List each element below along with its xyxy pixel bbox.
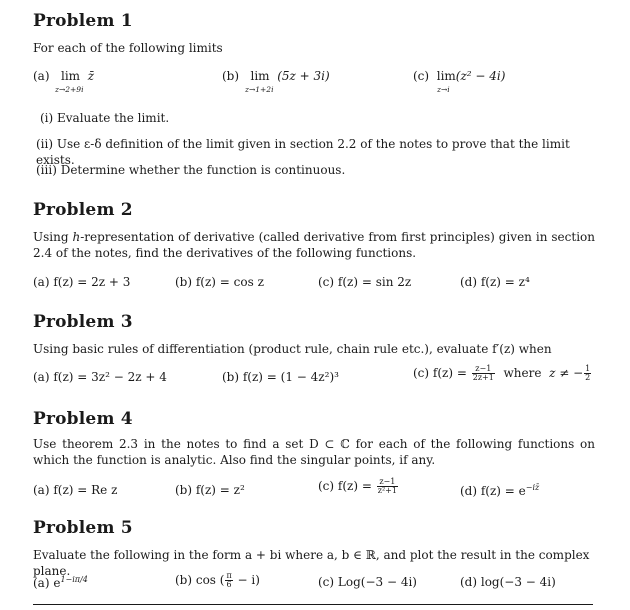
p1-a-sub: z→2+9i: [55, 85, 84, 94]
problem-1-title: Problem 1: [33, 11, 133, 31]
p4-c-den: z²+1: [377, 486, 397, 495]
p1-item-b: [222, 69, 330, 83]
p5-item-b: [175, 572, 260, 589]
p5-item-d: (d) log(−3 − 4i): [460, 575, 556, 589]
p1-b-expr: (5z + 3i): [277, 69, 330, 83]
p4-d-exp: −iz̄: [525, 483, 540, 492]
problem-4-intro: Use theorem 2.3 in the notes to find a set D ⊂ ℂ for each of the following functions on which the function is analytic. Also find the singular points, if any.: [33, 437, 595, 467]
p1-item-a: [33, 69, 94, 83]
problem-2-title: Problem 2: [33, 200, 133, 220]
p5-b-pre: (b) cos (: [175, 573, 225, 587]
p1-part-ii: (ii) Use ε-δ definition of the limit given in section 2.2 of the notes to prove that the limit exists.: [36, 137, 570, 167]
p3-c-pre: (c) f(z) =: [413, 366, 467, 380]
p2-item-c: (c) f(z) = sin 2z: [318, 275, 412, 289]
p2-item-a: (a) f(z) = 2z + 3: [33, 275, 131, 289]
p4-item-a: (a) f(z) = Re z: [33, 483, 118, 497]
p2-intro-post: -representation of derivative (called derivative from first principles) given in section 2.4 of the notes, find the derivatives of the following functions.: [33, 230, 595, 260]
p1-b-sub: z→1+2i: [245, 85, 274, 94]
p2-item-b: (b) f(z) = cos z: [175, 275, 264, 289]
p4-item-c: [318, 478, 399, 495]
p4-item-d: [460, 483, 539, 498]
p5-a-base: (a) e: [33, 576, 61, 590]
p5-b-num: π: [226, 571, 232, 580]
p3-item-a: (a) f(z) = 3z² − 2z + 4: [33, 370, 167, 384]
problem-1-intro: For each of the following limits: [33, 41, 223, 55]
p5-b-fraction: [225, 572, 232, 589]
p1-a-expr: z̄: [87, 69, 95, 83]
p1-c-label: (c): [413, 69, 430, 83]
p1-c-lim: lim: [436, 69, 456, 83]
p5-item-c: (c) Log(−3 − 4i): [318, 575, 417, 589]
p1-part-iii: (iii) Determine whether the function is continuous.: [36, 163, 346, 177]
p3-c-half-den: 2: [585, 373, 591, 382]
p3-c-half-num: 1: [585, 364, 591, 373]
p1-a-label: (a): [33, 69, 50, 83]
p3-item-b: (b) f(z) = (1 − 4z²)³: [222, 370, 339, 384]
p4-c-num: z−1: [377, 478, 398, 487]
p2-intro-h: h: [72, 230, 81, 244]
p3-item-c: [413, 365, 592, 382]
p3-c-half: [584, 365, 591, 382]
p5-a-exp: 1−iπ/4: [60, 575, 88, 584]
p5-b-den: 6: [226, 580, 232, 589]
p4-c-pre: (c) f(z) =: [318, 479, 372, 493]
p4-d-base: (d) f(z) = e: [460, 484, 526, 498]
p4-item-b: (b) f(z) = z²: [175, 483, 245, 497]
p4-c-fraction: [377, 478, 398, 495]
problem-5-intro: Evaluate the following in the form a + bi where a, b ∈ ℝ, and plot the result in the complex plane.: [33, 548, 590, 578]
p1-b-lim: lim: [250, 69, 270, 83]
p3-c-cond: z ≠ −: [549, 366, 584, 380]
p3-c-num: z−1: [472, 365, 495, 374]
p1-a-lim: lim: [60, 69, 81, 83]
problem-2-intro: [33, 229, 595, 261]
p1-c-sub: z→i: [437, 85, 450, 94]
p2-item-d: (d) f(z) = z⁴: [460, 275, 530, 289]
p3-c-den: 2z+1: [472, 373, 494, 382]
problem-3-intro: Using basic rules of differentiation (product rule, chain rule etc.), evaluate f′(z) when: [33, 342, 552, 356]
p5-b-post: − i): [233, 573, 260, 587]
p1-part-i: (i) Evaluate the limit.: [40, 111, 170, 125]
p5-item-a: [33, 575, 88, 590]
p3-c-fraction: [472, 365, 495, 382]
problem-5-title: Problem 5: [33, 518, 133, 538]
p1-item-c: [413, 69, 505, 83]
problem-3-title: Problem 3: [33, 312, 133, 332]
p3-c-where: where: [503, 366, 542, 380]
p2-intro-pre: Using: [33, 230, 73, 244]
p1-c-expr: (z² − 4i): [455, 69, 506, 83]
problem-4-title: Problem 4: [33, 409, 133, 429]
p1-b-label: (b): [222, 69, 240, 83]
bottom-rule: [33, 604, 593, 605]
